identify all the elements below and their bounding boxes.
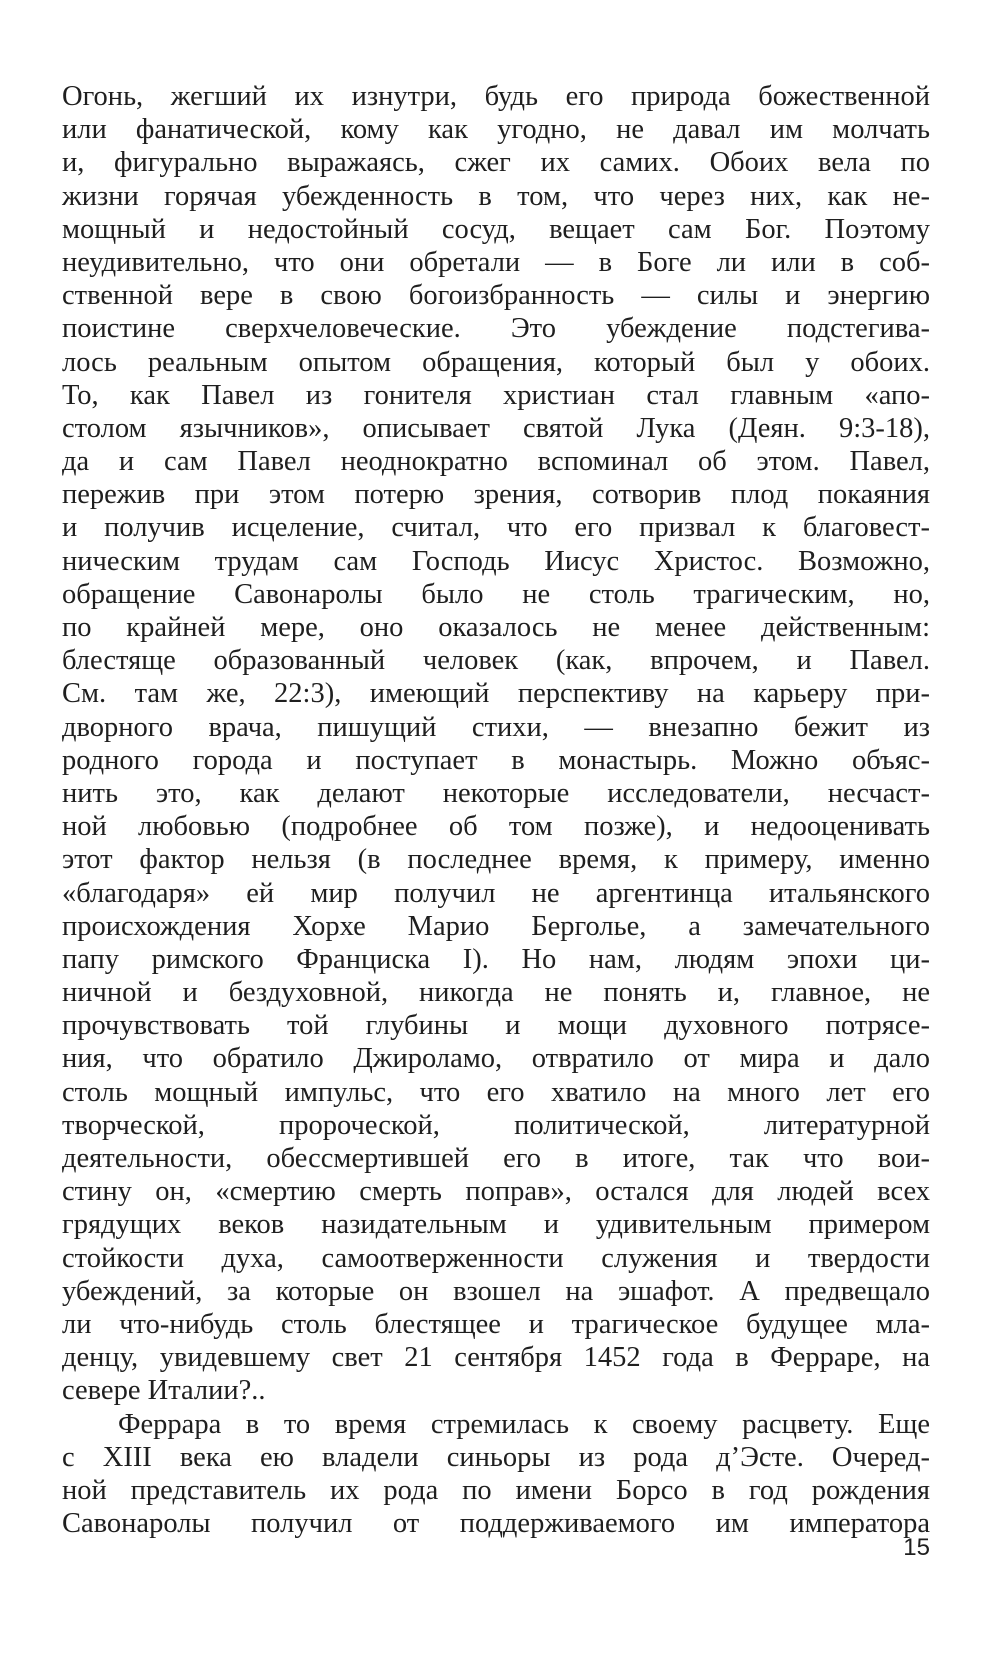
text-line: этот фактор нельзя (в последнее время, к примеру, именно xyxy=(62,844,930,876)
text-line: родного города и поступает в монастырь. Можно объяс- xyxy=(62,744,930,776)
text-line: ническим трудам сам Господь Иисус Христос. Возможно, xyxy=(62,545,930,577)
text-line: происхождения Хорхе Марио Берголье, а замечательного xyxy=(62,910,930,942)
text-line: столь мощный импульс, что его хватило на много лет его xyxy=(62,1076,930,1108)
text-line: ния, что обратило Джироламо, отвратило от мира и дало xyxy=(62,1043,930,1075)
text-line: неудивительно, что они обретали — в Боге ли или в соб- xyxy=(62,246,930,278)
text-line: или фанатической, кому как угодно, не давал им молчать xyxy=(62,114,930,146)
text-line: убеждений, за которые он взошел на эшафот. А предвещало xyxy=(62,1275,930,1307)
text-line: деятельности, обессмертившей его в итоге, так что вои- xyxy=(62,1143,930,1174)
text-line: творческой, пророческой, политической, литературной xyxy=(62,1109,930,1141)
text-line: ли что-нибудь столь блестящее и трагическое будущее мла- xyxy=(62,1308,930,1340)
text-line: прочувствовать той глубины и мощи духовного потрясе- xyxy=(62,1010,930,1042)
text-line: и, фигурально выражаясь, сжег их самих. Обоих вела по xyxy=(62,147,930,179)
text-line: ной представитель их рода по имени Борсо в год рождения xyxy=(62,1474,930,1506)
text-line: ной любовью (подробнее об том позже), и недооценивать xyxy=(62,811,930,843)
body-text xyxy=(62,80,930,1540)
text-line: поистине сверхчеловеческие. Это убеждение подстегива- xyxy=(62,313,930,345)
text-line: да и сам Павел неоднократно вспоминал об этом. Павел, xyxy=(62,446,930,478)
text-line: дворного врача, пишущий стихи, — внезапно бежит из xyxy=(62,711,930,743)
text-line: жизни горячая убежденность в том, что через них, как не- xyxy=(62,180,930,212)
page-number: 15 xyxy=(903,1534,930,1561)
text-line: Савонаролы получил от поддерживаемого им императора xyxy=(62,1508,930,1540)
text-line: пережив при этом потерю зрения, сотворив плод покаяния xyxy=(62,479,930,511)
text-line: нить это, как делают некоторые исследователи, несчаст- xyxy=(62,777,930,809)
paragraph xyxy=(62,1408,930,1541)
text-line: См. там же, 22:3), имеющий перспективу на карьеру при- xyxy=(62,678,930,710)
text-line: То, как Павел из гонителя христиан стал главным «апо- xyxy=(62,379,930,411)
text-line: «благодаря» ей мир получил не аргентинца итальянского xyxy=(62,877,930,909)
paragraph xyxy=(62,80,930,1408)
text-line: папу римского Франциска I). Но нам, людям эпохи ци- xyxy=(62,943,930,975)
text-line: Огонь, жегший их изнутри, будь его природа божественной xyxy=(62,81,930,112)
text-line: стину он, «смертию смерть поправ», остался для людей всех xyxy=(62,1176,930,1208)
text-line: стойкости духа, самоотверженности служения и твердости xyxy=(62,1242,930,1274)
text-line: севере Италии?.. xyxy=(62,1375,266,1407)
text-line: мощный и недостойный сосуд, вещает сам Бог. Поэтому xyxy=(62,213,930,245)
text-line: денцу, увидевшему свет 21 сентября 1452 года в Ферраре, на xyxy=(62,1342,930,1374)
text-line: и получив исцеление, считал, что его призвал к благовест- xyxy=(62,512,930,544)
text-line: по крайней мере, оно оказалось не менее действенным: xyxy=(62,612,930,643)
text-line: Феррара в то время стремилась к своему расцвету. Еще xyxy=(118,1408,930,1440)
text-line: с XIII века ею владели синьоры из рода д’Эсте. Очеред- xyxy=(62,1441,930,1473)
text-line: грядущих веков назидательным и удивительным примером xyxy=(62,1209,930,1241)
text-line: обращение Савонаролы было не столь трагическим, но, xyxy=(62,578,930,610)
text-line: блестяще образованный человек (как, впрочем, и Павел. xyxy=(62,645,930,677)
text-line: лось реальным опытом обращения, который был у обоих. xyxy=(62,346,930,378)
text-line: ничной и бездуховной, никогда не понять и, главное, не xyxy=(62,977,930,1009)
text-line: ственной вере в свою богоизбранность — силы и энергию xyxy=(62,280,930,312)
text-line: столом язычников», описывает святой Лука (Деян. 9:3-18), xyxy=(62,412,930,444)
